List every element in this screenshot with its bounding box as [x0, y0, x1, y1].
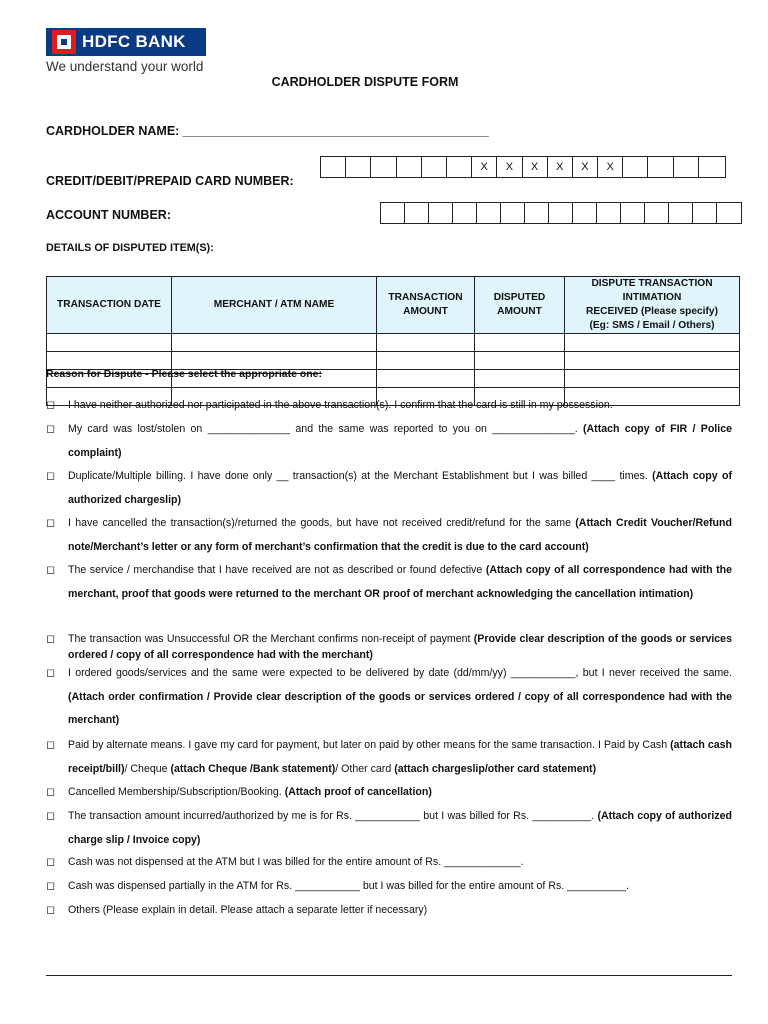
table-cell[interactable] — [565, 370, 740, 388]
checkbox-icon[interactable]: ◻ — [46, 880, 56, 892]
table-cell[interactable] — [377, 370, 475, 388]
table-cell[interactable] — [565, 334, 740, 352]
checkbox-icon[interactable]: ◻ — [46, 470, 56, 482]
account-number-cell[interactable] — [405, 203, 429, 223]
table-header-row — [47, 277, 740, 334]
card-number-cell[interactable] — [346, 157, 371, 177]
card-number-cell[interactable]: X — [598, 157, 623, 177]
checkbox-icon[interactable]: ◻ — [46, 423, 56, 435]
checkbox-icon[interactable]: ◻ — [46, 810, 56, 822]
account-number-cell[interactable] — [381, 203, 405, 223]
option-refund-not-received[interactable]: ◻ I have cancelled the transaction(s)/returned the goods, but have not received credit/refund for the same (Attach Credit Voucher/Refund note/Merchant’s letter or any form of merchant’s confirmation that the credit is due to the card account) — [46, 512, 732, 559]
card-number-cell[interactable]: X — [472, 157, 497, 177]
account-number-cell[interactable] — [621, 203, 645, 223]
account-number-cell[interactable] — [429, 203, 453, 223]
account-number-boxes[interactable] — [380, 202, 742, 224]
account-number-cell[interactable] — [525, 203, 549, 223]
card-number-cell[interactable]: X — [523, 157, 548, 177]
card-number-label: CREDIT/DEBIT/PREPAID CARD NUMBER: — [46, 174, 294, 188]
account-number-cell[interactable] — [717, 203, 741, 223]
option-duplicate-billing[interactable]: ◻ Duplicate/Multiple billing. I have done only __ transaction(s) at the Merchant Establishment but I was billed ____ times. (Attach copy of authorized chargeslip) — [46, 465, 732, 512]
explanation-line[interactable] — [46, 975, 732, 976]
account-number-cell[interactable] — [645, 203, 669, 223]
form-title: CARDHOLDER DISPUTE FORM — [271, 75, 459, 89]
details-label: DETAILS OF DISPUTED ITEM(S): — [46, 242, 214, 254]
card-number-cell[interactable] — [422, 157, 447, 177]
table-cell[interactable] — [172, 352, 377, 370]
account-number-cell[interactable] — [549, 203, 573, 223]
table-row — [47, 334, 740, 352]
table-cell[interactable] — [377, 352, 475, 370]
option-cash-partially-dispensed[interactable]: ◻ Cash was dispensed partially in the ATM for Rs. ___________ but I was billed for the entire amount of Rs. __________. — [46, 875, 732, 899]
cardholder-name-field[interactable]: CARDHOLDER NAME: ____________________________________________ — [46, 124, 489, 138]
checkbox-icon[interactable]: ◻ — [46, 564, 56, 576]
account-number-cell[interactable] — [501, 203, 525, 223]
reason-for-dispute-label: Reason for Dispute - Please select the appropriate one: — [46, 368, 322, 380]
card-number-cell[interactable] — [699, 157, 724, 177]
table-cell[interactable] — [47, 352, 172, 370]
account-number-cell[interactable] — [669, 203, 693, 223]
table-cell[interactable] — [47, 334, 172, 352]
header-intimation: DISPUTE TRANSACTION INTIMATION RECEIVED (Please specify) (Eg: SMS / Email / Others) — [565, 277, 740, 334]
checkbox-icon[interactable]: ◻ — [46, 667, 56, 679]
card-number-cell[interactable]: X — [548, 157, 573, 177]
card-number-cell[interactable] — [623, 157, 648, 177]
card-number-cell[interactable]: X — [573, 157, 598, 177]
checkbox-icon[interactable]: ◻ — [46, 399, 56, 411]
option-not-delivered[interactable]: ◻ I ordered goods/services and the same were expected to be delivered by date (dd/mm/yy) ___________, but I never received the same. (Attach order confirmation / Provide clear description of the goods or services ordered / copy of all correspondence had with the merchant) — [46, 662, 732, 733]
option-incorrect-amount[interactable]: ◻ The transaction amount incurred/authorized by me is for Rs. ___________ but I was billed for Rs. __________. (Attach copy of authorized charge slip / Invoice copy) — [46, 805, 732, 852]
account-number-label: ACCOUNT NUMBER: — [46, 208, 171, 222]
card-number-cell[interactable] — [397, 157, 422, 177]
header-transaction-date: TRANSACTION DATE — [47, 277, 172, 334]
header-transaction-amount: TRANSACTION AMOUNT — [377, 277, 475, 334]
table-cell[interactable] — [475, 370, 565, 388]
account-number-cell[interactable] — [693, 203, 717, 223]
option-others[interactable]: ◻ Others (Please explain in detail. Please attach a separate letter if necessary) — [46, 899, 732, 923]
checkbox-icon[interactable]: ◻ — [46, 739, 56, 751]
checkbox-icon[interactable]: ◻ — [46, 517, 56, 529]
checkbox-icon[interactable]: ◻ — [46, 856, 56, 868]
card-number-cell[interactable] — [321, 157, 346, 177]
table-cell[interactable] — [565, 352, 740, 370]
option-cash-not-dispensed[interactable]: ◻ Cash was not dispensed at the ATM but I was billed for the entire amount of Rs. _____________. — [46, 851, 732, 875]
account-number-cell[interactable] — [453, 203, 477, 223]
header-disputed-amount: DISPUTED AMOUNT — [475, 277, 565, 334]
option-alternate-payment[interactable]: ◻ Paid by alternate means. I gave my card for payment, but later on paid by other means for the same transaction. I Paid by Cash (attach cash receipt/bill)/ Cheque (attach Cheque /Bank statement)/ Other card (attach chargeslip/other card statement) — [46, 734, 732, 781]
table-row — [47, 352, 740, 370]
checkbox-icon[interactable]: ◻ — [46, 633, 56, 645]
checkbox-icon[interactable]: ◻ — [46, 786, 56, 798]
table-cell[interactable] — [475, 334, 565, 352]
brand-tagline: We understand your world — [46, 59, 204, 74]
table-cell[interactable] — [377, 334, 475, 352]
hdfc-logo — [46, 28, 206, 56]
hdfc-logo-mark-icon — [52, 30, 76, 54]
card-number-boxes[interactable] — [320, 156, 726, 178]
option-unauthorized[interactable]: ◻ I have neither authorized nor participated in the above transaction(s). I confirm that the card is still in my possession. — [46, 394, 732, 418]
brand-name: HDFC BANK — [82, 32, 186, 51]
checkbox-icon[interactable]: ◻ — [46, 904, 56, 916]
card-number-cell[interactable] — [648, 157, 673, 177]
account-number-cell[interactable] — [573, 203, 597, 223]
option-lost-stolen[interactable]: ◻ My card was lost/stolen on ______________ and the same was reported to you on ______________. (Attach copy of FIR / Police complaint) — [46, 418, 732, 465]
account-number-cell[interactable] — [597, 203, 621, 223]
card-number-cell[interactable]: X — [497, 157, 522, 177]
disputed-items-table — [46, 276, 740, 406]
card-number-cell[interactable] — [447, 157, 472, 177]
option-defective[interactable]: ◻ The service / merchandise that I have received are not as described or found defective (Attach copy of all correspondence had with the merchant, proof that goods were returned to the merchant OR proof of merchant acknowledging the cancellation intimation) — [46, 559, 732, 606]
card-number-cell[interactable] — [371, 157, 396, 177]
card-number-cell[interactable] — [674, 157, 699, 177]
header-merchant: MERCHANT / ATM NAME — [172, 277, 377, 334]
account-number-cell[interactable] — [477, 203, 501, 223]
table-cell[interactable] — [172, 334, 377, 352]
option-cancelled-membership[interactable]: ◻ Cancelled Membership/Subscription/Booking. (Attach proof of cancellation) — [46, 781, 732, 805]
option-unsuccessful[interactable]: ◻ The transaction was Unsuccessful OR the Merchant confirms non-receipt of payment (Provide clear description of the goods or services ordered / copy of all correspondence had with the merchant) — [46, 633, 732, 661]
table-cell[interactable] — [475, 352, 565, 370]
